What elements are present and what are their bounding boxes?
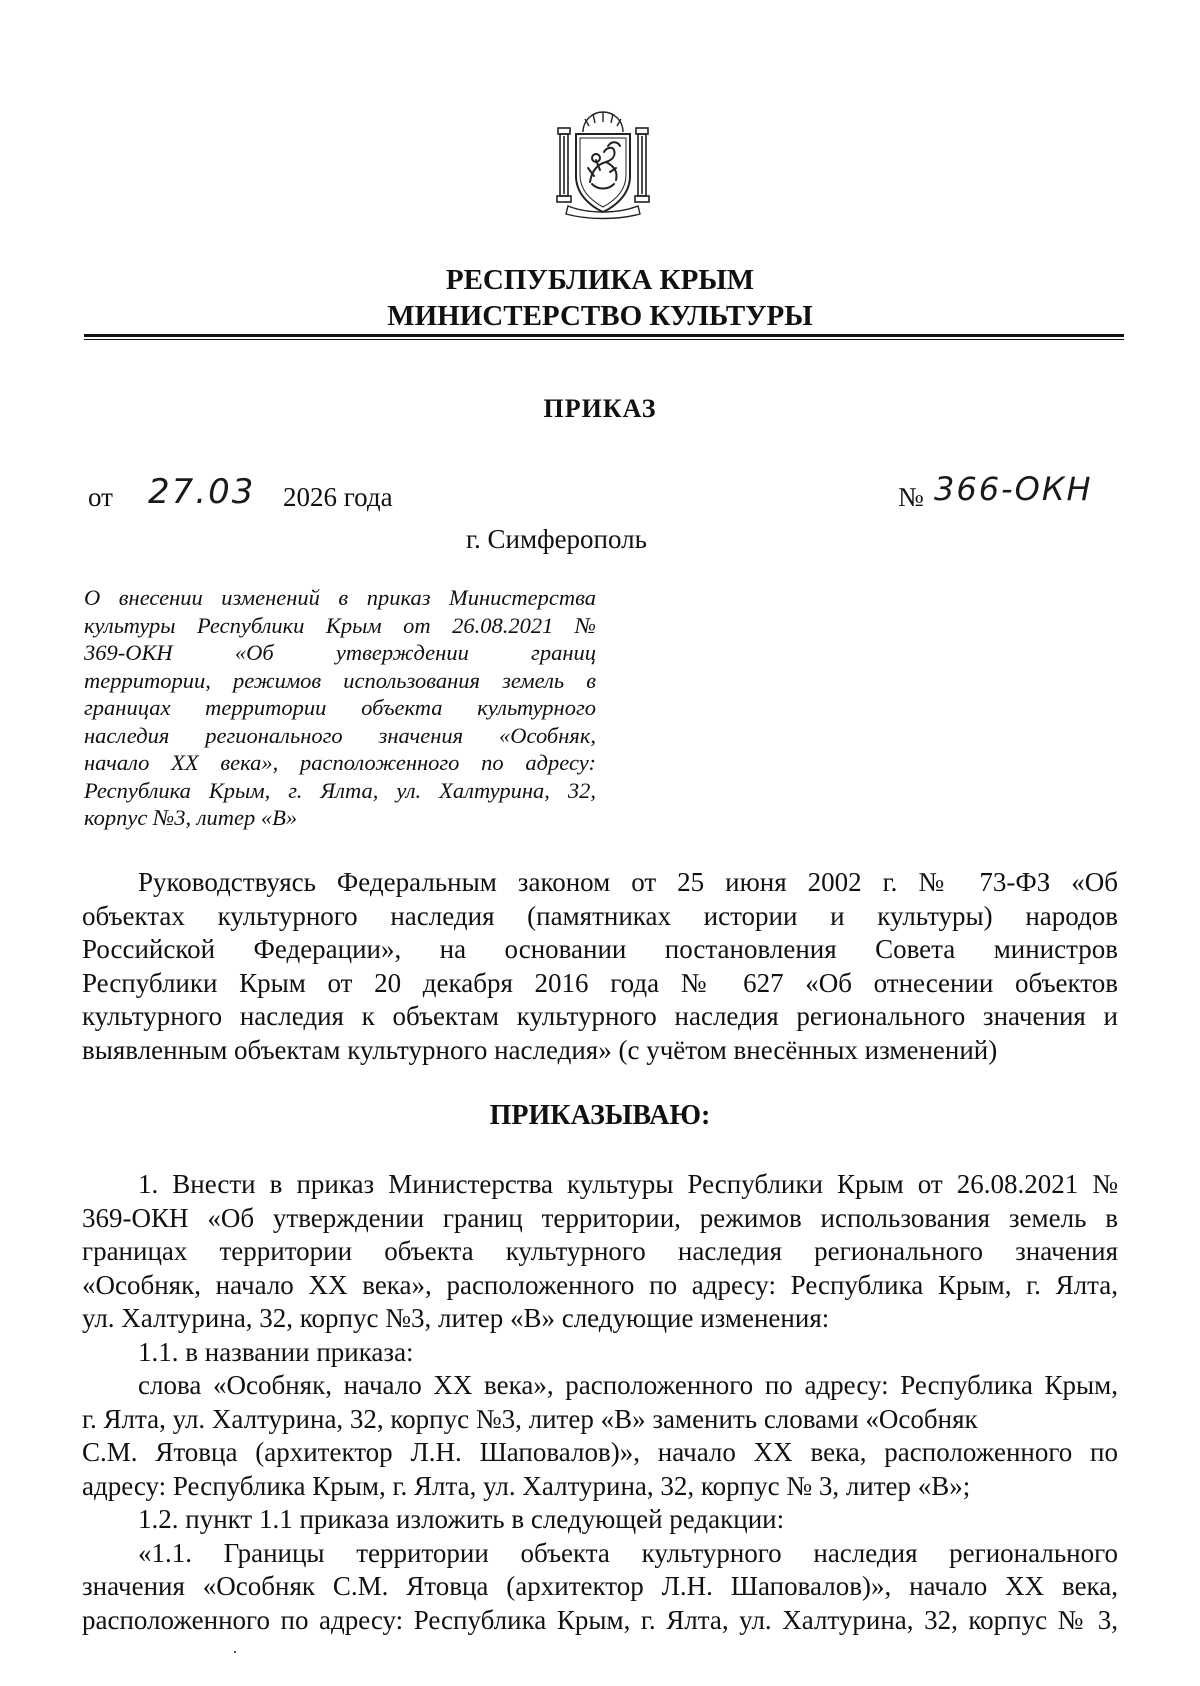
header-divider-thick: [84, 334, 1124, 337]
preamble-line: объектах культурного наследия (памятниках истории и культуры) народов: [82, 900, 1118, 931]
point-line: «1.1. Границы территории объекта культурного наследия регионального: [138, 1537, 1118, 1568]
handwritten-date: 27.03: [148, 472, 256, 512]
subject-line: О внесении изменений в приказ Министерства: [84, 585, 596, 610]
point-line: слова «Особняк, начало XX века», расположенного по адресу: Республика Крым,: [138, 1370, 1118, 1400]
point-line: адресу: Республика Крым, г. Ялта, ул. Халтурина, 32, корпус № 3, литер «В»;: [82, 1470, 971, 1501]
point-line: расположенного по адресу: Республика Крым, г. Ялта, ул. Халтурина, 32, корпус № 3,: [82, 1604, 1118, 1635]
header-ministry: МИНИСТЕРСТВО КУЛЬТУРЫ: [387, 300, 813, 332]
preamble-paragraph: [82, 866, 1118, 1067]
subject-line: начало XX века», расположенного по адресу:: [84, 750, 596, 775]
preamble-line: Руководствуясь Федеральным законом от 25 июня 2002 г. № 73-ФЗ «Об: [138, 867, 1118, 897]
preamble-line: культурного наследия к объектам культурного наследия регионального значения и: [82, 1001, 1118, 1031]
date-year: 2026 года: [283, 482, 393, 512]
point-line: значения «Особняк С.М. Ятовца (архитектор Л.Н. Шаповалов)», начало XX века,: [82, 1571, 1118, 1601]
order-word: ПРИКАЗЫВАЮ:: [489, 1100, 711, 1131]
subject-line: корпус №3, литер «В»: [84, 805, 298, 830]
point-line: 1.1. в названии приказа:: [138, 1336, 414, 1367]
subject-line: границах территории объекта культурного: [84, 695, 596, 720]
point-line: 1.2. пункт 1.1 приказа изложить в следующей редакции:: [138, 1504, 785, 1534]
preamble-line: Республики Крым от 20 декабря 2016 года № 627 «Об отнесении объектов: [82, 967, 1118, 998]
handwritten-order-number: 366-ОКН: [934, 470, 1093, 508]
subject-line: культуры Республики Крым от 26.08.2021 №: [84, 612, 596, 638]
point-line: ул. Халтурина, 32, корпус №3, литер «В» следующие изменения:: [82, 1303, 830, 1333]
point-line: границах территории объекта культурного наследия регионального значения: [82, 1236, 1118, 1266]
city-line: г. Симферополь: [466, 524, 647, 554]
order-subject: [84, 584, 596, 832]
subject-line: 369-ОКН «Об утверждении границ: [84, 640, 596, 665]
subject-line: территории, режимов использования земель в: [84, 667, 596, 693]
preamble-line: выявленным объектам культурного наследия» (с учётом внесённых изменений): [82, 1034, 998, 1065]
date-prefix: от: [88, 482, 113, 512]
point-line: 369-ОКН «Об утверждении границ территории, режимов использования земель в: [82, 1202, 1118, 1233]
point-line: С.М. Ятовца (архитектор Л.Н. Шаповалов)», начало XX века, расположенного по: [82, 1437, 1118, 1467]
scan-speck: [234, 1651, 236, 1653]
point-line: «Особняк, начало XX века», расположенного по адресу: Республика Крым, г. Ялта,: [82, 1269, 1118, 1300]
point-line: 1. Внести в приказ Министерства культуры Республики Крым от 26.08.2021 №: [138, 1169, 1118, 1199]
number-sign: №: [898, 482, 924, 512]
header-republic: РЕСПУБЛИКА КРЫМ: [445, 264, 755, 296]
coat-of-arms-emblem: [548, 110, 658, 220]
header-divider-thin: [84, 339, 1124, 340]
subject-line: Республика Крым, г. Ялта, ул. Халтурина, 32,: [84, 777, 596, 803]
point-line: г. Ялта, ул. Халтурина, 32, корпус №3, литер «В» заменить словами «Особняк: [82, 1403, 978, 1434]
order-points: [82, 1168, 1118, 1637]
document-type-title: ПРИКАЗ: [543, 394, 657, 423]
subject-line: наследия регионального значения «Особняк,: [84, 722, 596, 748]
preamble-line: Российской Федерации», на основании постановления Совета министров: [82, 934, 1118, 964]
